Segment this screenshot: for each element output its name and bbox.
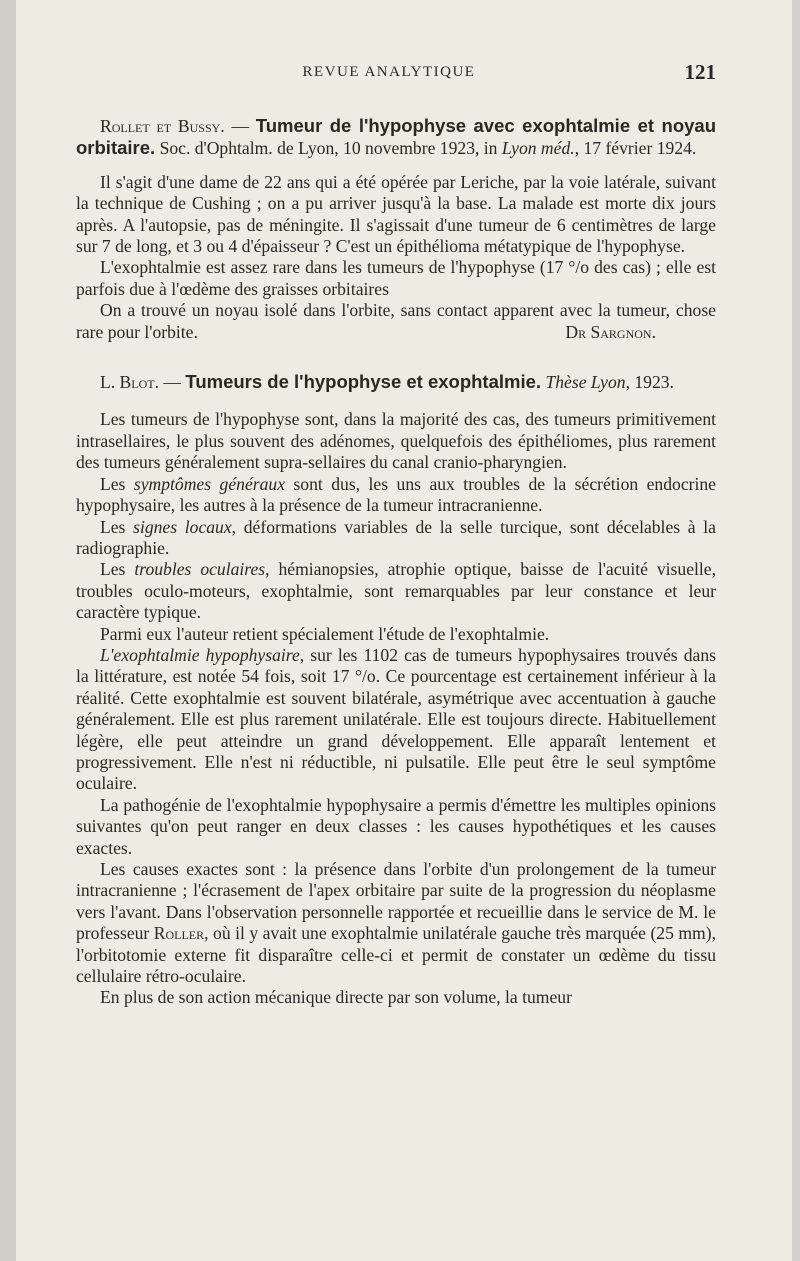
article-journal: Thèse Lyon bbox=[545, 372, 626, 393]
paragraph-text: , déformations variables de la selle turcique, sont décelables à la radiographie. bbox=[76, 516, 716, 558]
article-paragraph: En plus de son action mécanique directe par son volume, la tumeur bbox=[100, 987, 572, 1008]
article-source-date: , 1923. bbox=[625, 372, 674, 393]
paragraph-emphasis: symptômes généraux bbox=[133, 473, 285, 494]
paragraph-text: Les bbox=[100, 559, 135, 580]
article-paragraph bbox=[76, 559, 716, 623]
paragraph-emphasis: troubles oculaires bbox=[134, 559, 266, 580]
article-title: Tumeur de l'hypophyse avec exophtalmie et noyau orbitaire. bbox=[76, 115, 717, 159]
article-paragraph: La pathogénie de l'exophtalmie hypophysaire a permis d'émettre les multiples opinions suivantes qu'on peut ranger en deux classes : les causes hypothétiques et les causes exactes. bbox=[76, 794, 716, 858]
citation-dash: — bbox=[224, 116, 256, 136]
reviewer-signature: Dr Sargnon. bbox=[565, 321, 656, 342]
article-paragraph: Les tumeurs de l'hypophyse sont, dans la majorité des cas, des tumeurs primitivement intrasellaires, le plus souvent des adénomes, quelquefois des épithéliomes, plus rarement des tumeurs généralement supra-sellaires du canal cranio-pharyngien. bbox=[76, 409, 716, 473]
article-paragraph bbox=[76, 859, 716, 987]
article-authors: L. Blot. bbox=[100, 372, 160, 393]
paragraph-text: Les causes exactes sont : la présence dans l'orbite d'un prolongement de la tumeur intracranienne ; l'écrasement de l'apex orbitaire par suite de la progression du néoplasme vers l'avant. Dans l'observation personnelle rapportée et recueillie dans le service de M. le professeur bbox=[76, 859, 716, 944]
article-paragraph bbox=[76, 517, 716, 560]
article-authors: Rollet et Bussy. bbox=[100, 116, 225, 136]
citation-dash: — bbox=[159, 372, 186, 393]
article-paragraph-final bbox=[76, 300, 716, 343]
article-paragraph: Il s'agit d'une dame de 22 ans qui a été opérée par Leriche, par la voie latérale, suivant la technique de Cushing ; on a pu arriver jusqu'à la base. La malade est morte dix jours après. A l'autopsie, pas de méningite. Il s'agissait d'une tumeur de 6 centimètres de large sur 7 de long, et 3 ou 4 d'épaisseur ? C'est un épithélioma métatypique de l'hypophyse. bbox=[76, 171, 716, 257]
professor-name: Roller bbox=[153, 923, 205, 944]
article-paragraph-text: On a trouvé un noyau isolé dans l'orbite, sans contact apparent avec la tumeur, chose rare pour l'orbite. bbox=[76, 300, 716, 342]
paragraph-text: Les bbox=[100, 473, 134, 494]
paragraph-text: , sur les 1102 cas de tumeurs hypophysaires trouvés dans la littérature, est notée 54 fois, soit 17 °/o. Ce pourcentage est certainement inférieur à la réalité. Cette exophtalmie est souvent bilatérale, asymétrique avec accentuation à gauche généralement. Elle est plus rarement unilatérale. Elle est toujours directe. Habituellement légère, elle peut atteindre un grand développement. Elle apparaît lentement et progressivement. Elle n'est ni réductible, ni pulsatile. Elle peut être le seul symptôme oculaire. bbox=[76, 644, 716, 794]
article-source-date: , 17 février 1924. bbox=[574, 138, 697, 159]
page-header bbox=[76, 60, 716, 86]
running-head: REVUE ANALYTIQUE bbox=[302, 64, 476, 80]
page-content bbox=[76, 115, 716, 1009]
article-rollet-bussy bbox=[76, 115, 716, 343]
paragraph-text: , où il y avait une exophtalmie unilatérale gauche très marquée (25 mm), l'orbitotomie externe fit disparaître celle-ci et permit de constater un œdème du tissu cellulaire rétro-oculaire. bbox=[76, 923, 716, 987]
article-paragraph: L'exophtalmie est assez rare dans les tumeurs de l'hypophyse (17 °/o des cas) ; elle est parfois due à l'œdème des graisses orbitaires bbox=[76, 257, 716, 299]
paragraph-text: sont dus, les uns aux troubles de la sécrétion endocrine hypophysaire, les autres à la présence de la tumeur intracranienne. bbox=[76, 473, 716, 516]
article-citation bbox=[76, 115, 716, 160]
article-paragraph bbox=[76, 645, 716, 795]
page-number: 121 bbox=[684, 60, 716, 84]
article-citation bbox=[76, 371, 716, 393]
article-paragraph bbox=[76, 474, 716, 517]
article-blot bbox=[76, 371, 716, 1009]
article-source: Soc. d'Ophtalm. de Lyon, 10 novembre 1923, in bbox=[155, 138, 502, 159]
article-title: Tumeurs de l'hypophyse et exophtalmie. bbox=[185, 371, 542, 393]
paragraph-emphasis: signes locaux bbox=[133, 516, 232, 537]
paragraph-emphasis: L'exophtalmie hypophysaire bbox=[100, 644, 300, 665]
paragraph-text: Les bbox=[100, 516, 134, 537]
article-journal: Lyon méd. bbox=[501, 138, 575, 159]
article-paragraph: Parmi eux l'auteur retient spécialement l'étude de l'exophtalmie. bbox=[100, 623, 550, 644]
paragraph-text: , hémianopsies, atrophie optique, baisse de l'acuité visuelle, troubles oculo-moteurs, exophtalmie, sont remarquables par leur constance et leur caractère typique. bbox=[76, 559, 716, 623]
